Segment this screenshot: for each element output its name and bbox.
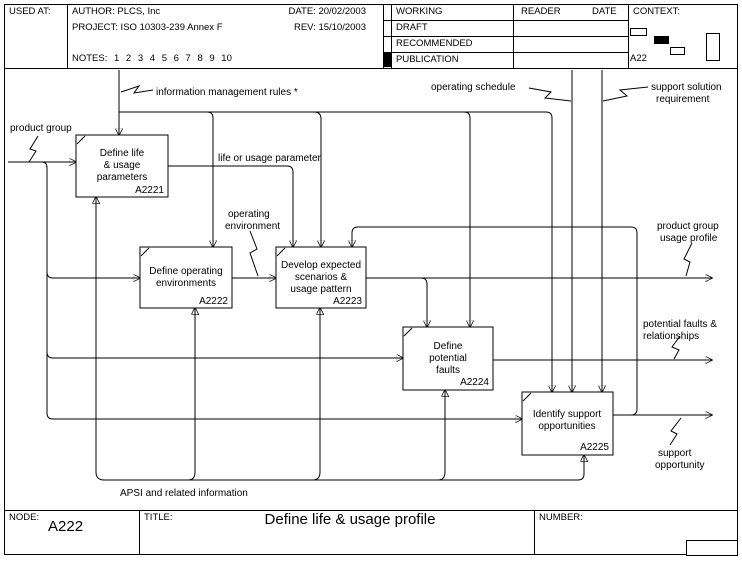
label-support-opportunity-1: support [658,448,692,459]
box-text: parameters [96,172,148,183]
number-label: NUMBER: [539,512,583,523]
box-text: faults [436,365,460,376]
label-life-or-usage: life or usage parameter [218,153,321,164]
label-operating-env-2: environment [225,221,281,232]
context-node: A22 [630,53,647,64]
box-text: Identify support [532,409,602,420]
box-id: A2221 [135,185,164,196]
author-field: AUTHOR: PLCS, Inc [72,6,161,17]
box-id: A2223 [333,296,362,307]
squiggle-info-rules [121,86,153,93]
project-field: PROJECT: ISO 10303-239 Annex F [72,22,223,33]
notes-field: NOTES: 1 2 3 4 5 6 7 8 9 10 [72,53,232,64]
diagram-title: Define life & usage profile [264,511,436,528]
label-support-solution-2: requirement [656,94,710,105]
activity-box-a2221 [76,135,168,197]
label-info-rules: information management rules * [156,87,298,98]
activity-box-a2225 [522,392,613,455]
arrow-info-rules-a2224 [464,112,470,327]
squiggle-usage-profile [684,243,692,276]
reader-label: READER [521,6,561,17]
arrow-apsi-a2222 [188,308,195,480]
node-value: A222 [48,518,84,535]
label-support-solution-1: support solution [651,82,722,93]
used-at-label: USED AT: [9,6,51,17]
box-text: Define [433,341,463,352]
squiggle-support-solution [603,87,648,101]
box-text: Define operating [149,266,223,277]
box-text: opportunities [538,421,596,432]
box-text: environments [155,278,217,289]
arrow-info-rules-a2222 [207,112,213,247]
arrow-scenarios-to-a2224 [421,278,427,327]
box-text: scenarios & [294,272,348,283]
squiggle-operating-schedule [529,88,571,101]
node-label: NODE: [9,512,40,523]
label-support-opportunity-2: opportunity [655,460,705,471]
arrow-apsi-a2221 [96,197,104,480]
box-id: A2224 [460,377,489,388]
activity-box-a2223 [276,247,366,308]
box-text: Develop expected [280,260,362,271]
title-label: TITLE: [144,512,173,523]
squiggle-operating-environment [250,231,258,276]
label-potential-faults-1: potential faults & [643,319,717,330]
arrow-support-feedback-a2223 [352,227,637,415]
box-id: A2222 [199,296,228,307]
activity-box-a2222 [140,247,232,308]
status-publication: PUBLICATION [396,54,459,65]
arrow-apsi-a2225 [104,455,584,480]
squiggle-support-opportunity [670,418,681,445]
label-operating-schedule: operating schedule [431,82,516,93]
status-draft: DRAFT [396,22,428,33]
arrow-life-usage-parameter [168,166,293,247]
label-potential-faults-2: relationships [643,331,700,342]
squiggle-product-group [29,136,38,162]
label-apsi: APSI and related information [120,488,248,499]
box-id: A2225 [580,442,609,453]
date-field: DATE: 20/02/2003 [288,6,366,17]
status-working: WORKING [396,6,443,17]
box-text: potential [429,353,467,364]
context-label: CONTEXT: [633,6,680,17]
label-usage-profile-2: usage profile [660,233,718,244]
arrow-apsi-a2223 [313,308,320,480]
label-operating-env-1: operating [228,209,270,220]
label-usage-profile-1: product group [657,221,719,232]
arrow-info-rules-a2223 [314,112,321,247]
box-text: & usage [103,160,141,171]
label-product-group: product group [10,123,72,134]
arrow-product-group-a2222 [47,272,140,278]
arrow-apsi-a2224 [438,390,445,480]
rev-field: REV: 15/10/2003 [293,22,366,33]
box-text: Define life [99,148,145,159]
activity-box-a2224 [403,327,493,390]
status-recommended: RECOMMENDED [396,38,473,49]
arrow-product-group-a2224 [47,352,403,358]
reader-date-label: DATE [592,6,617,17]
box-text: usage pattern [290,284,352,295]
